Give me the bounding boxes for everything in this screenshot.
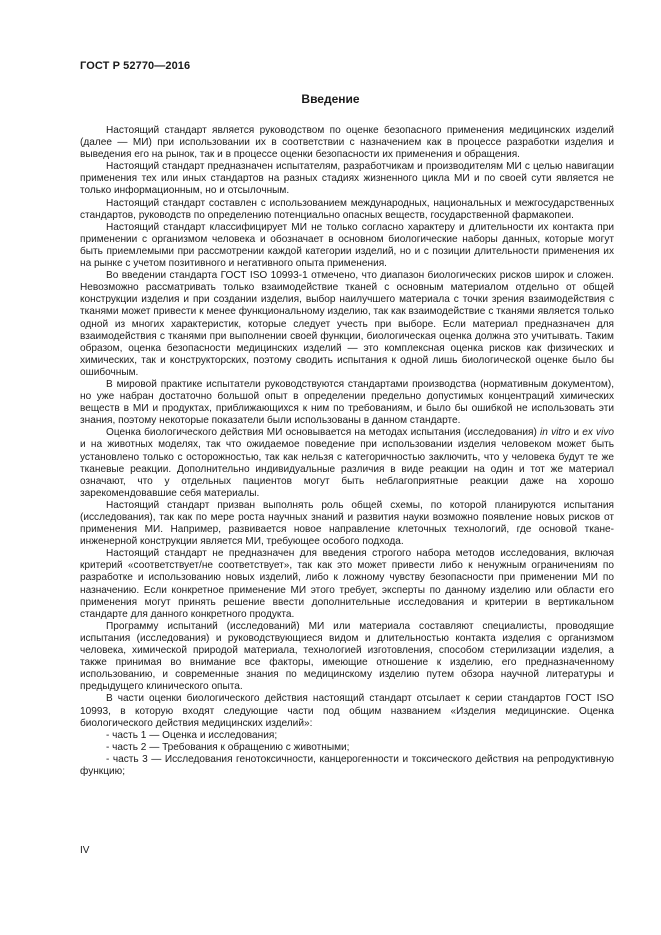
paragraph: В части оценки биологического действия настоящий стандарт отсылает к серии стандартов ГОСТ ISO 10993, в которую входят следующие части под общим названием «Изделия медицинские. Оценка биологического действия медицинских изделий»: — [80, 693, 614, 729]
page-number: IV — [80, 845, 90, 856]
paragraph: Программу испытаний (исследований) МИ или материала составляют специалисты, проводящие испытания (исследования) и руководствующиеся видом и длительностью контакта изделия с организмом человека, химической природой материала, технологией изготовления, способом стерилизации изделия, а также принимая во внимание все факторы, имеющие отношение к изделию, его предназначенному использованию, и современные знания по медицинскому изделию путем обзора научной литературы и предыдущего клинического опыта. — [80, 620, 614, 693]
paragraph: Настоящий стандарт предназначен испытателям, разработчикам и производителям МИ с целью навигации применения тех или иных стандартов на разных стадиях жизненного цикла МИ и по своей сути является не только информационным, но и отсылочным. — [80, 161, 614, 197]
paragraph: Настоящий стандарт призван выполнять роль общей схемы, по которой планируются испытания (исследования), так как по мере роста научных знаний и развития науки возможно появление новых рисков от применения МИ. Например, развивается новое направление клеточных технологий, где основой ткане-инженерной конструкции является МИ, требующее особого подхода. — [80, 499, 614, 548]
paragraph: Настоящий стандарт составлен с использованием международных, национальных и межгосударственных стандартов, руководств по определению потенциально опасных веществ, государственной фармакопеи. — [80, 197, 614, 221]
text-span: и на животных моделях, так что ожидаемое поведение при использовании изделия человеком может быть установлено только с осторожностью, так как нельзя с категоричностью заключить, что у человека будут те же тканевые реакции. Дополнительно индивидуальные различия в виде реакции на один и тот же материал означают, что у отдельных пациентов могут быть неблагоприятные реакции даже на хорошо зарекомендовавшие себя материалы. — [80, 439, 614, 499]
list-item: - часть 2 — Требования к обращению с животными; — [106, 741, 350, 753]
paragraph: Настоящий стандарт классифицирует МИ не только согласно характеру и длительности их контакта при применении с организмом человека и обозначает в основном биологические наборы данных, которые могут быть приемлемыми при рассмотрении каждой категории изделий, но и с позиции длительности применения их на рынке с учетом позитивного и негативного опыта применения. — [80, 221, 614, 270]
section-title: Введение — [301, 92, 360, 106]
paragraph: Настоящий стандарт не предназначен для введения строгого набора методов исследования, включая критерий «соответствует/не соответствует», так как это может привести либо к ненужным ограничениям по разработке и использованию новых изделий, либо к ложному чувству безопасности при применении МИ по назначению. Если конкретное применение МИ этого требует, эксперты по данному изделию или области его применения могут принять решение ввести дополнительные исследования и критерии в вертикальном стандарте для данного конкретного продукта. — [80, 548, 614, 620]
body-text — [80, 125, 614, 778]
paragraph: Настоящий стандарт является руководством по оценке безопасного применения медицинских изделий (далее — МИ) при использовании их в соответствии с назначением как в процессе разработки изделия и выведения его на рынок, так и в процессе оценки безопасности их применения и обращения. — [80, 125, 614, 161]
document-code: ГОСТ Р 52770—2016 — [80, 60, 191, 72]
paragraph: Во введении стандарта ГОСТ ISO 10993-1 отмечено, что диапазон биологических рисков широк и сложен. Невозможно рассматривать только взаимодействие тканей с основным материалом отдельно от общей конструкции изделия и при создании изделия, выбор наилучшего материала с точки зрения взаимодействия с тканями может привести к менее функциональному изделию, так как взаимодействие с тканями является только одной из многих характеристик, которые следует учесть при выборе. Если материал предназначен для взаимодействия с тканями при выполнении своей функции, биологическая оценка должна это учитывать. Таким образом, оценка безопасности медицинских изделий — это комплексная оценка рисков как физических и химических, так и конструкторских, поэтому сводить испытания к одной лишь биологической оценке было бы ошибочным. — [80, 270, 614, 378]
list-item: - часть 3 — Исследования генотоксичности, канцерогенности и токсического действия на репродуктивную функцию; — [80, 753, 614, 777]
paragraph: В мировой практике испытатели руководствуются стандартами производства (нормативным документом), но уже набран достаточно большой опыт в определении предельно допустимых концентраций химических веществ в МИ и продуктах, приближающихся к ним по требованиям, и было бы ошибкой не использовать эти знания, поэтому некоторые показатели были использованы в данном стандарте. — [80, 378, 614, 427]
text-span: и — [570, 427, 583, 439]
paragraph-methods — [80, 427, 614, 500]
italic-term: in vitro — [540, 427, 571, 439]
list-item: - часть 1 — Оценка и исследования; — [106, 729, 278, 741]
italic-term: ex vivo — [582, 427, 614, 439]
text-span: Оценка биологического действия МИ основывается на методах испытания (исследования) — [106, 427, 541, 439]
